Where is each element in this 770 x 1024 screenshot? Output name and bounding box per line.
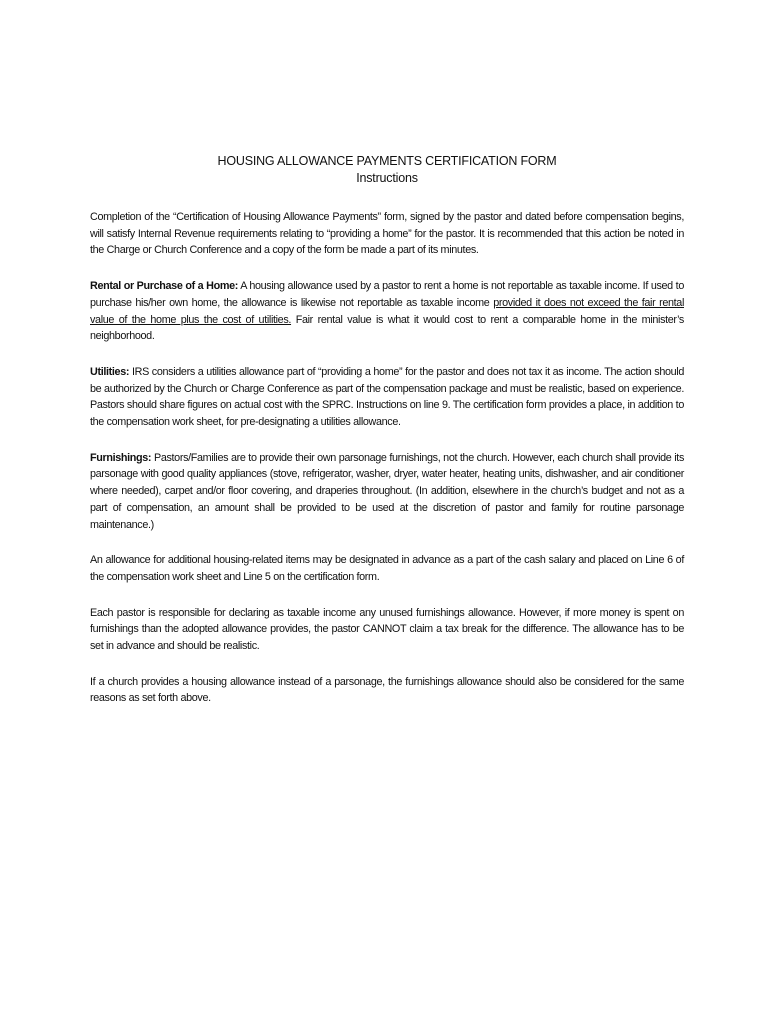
furnishings-heading: Furnishings: [90,451,152,464]
rental-text-2: Fair rental value is what it would cost to rent a comparable home in the minister’s neighborhood. [90,313,684,343]
utilities-paragraph [90,364,684,431]
title-block [90,153,684,187]
utilities-heading: Utilities: [90,365,130,378]
furnishings-text: Pastors/Families are to provide their own parsonage furnishings, not the church. However, each church shall provide its parsonage with good quality appliances (stove, refrigerator, washer, dryer, water heater, heating units, dishwasher, and air conditioner where needed), carpet and/or floor covering, and draperies throughout. (In addition, elsewhere in the church’s budget and not as a part of compensation, an amount shall be provided to be used at the discretion of pastor and family for routine parsonage maintenance.) [90,451,684,531]
additional-allowance-paragraph: An allowance for additional housing-related items may be designated in advance as a part of the cash salary and placed on Line 6 of the compensation work sheet and Line 5 on the certification form. [90,554,684,583]
rental-heading: Rental or Purchase of a Home: [90,280,238,293]
document-subtitle: Instructions [356,171,418,185]
document-title: HOUSING ALLOWANCE PAYMENTS CERTIFICATION FORM [217,154,557,168]
utilities-text: IRS considers a utilities allowance part of “providing a home” for the pastor and does not tax it as income. The action should be authorized by the Church or Charge Conference as part of the compensation package and must be realistic, based on experience. Pastors should share figures on actual cost with the SPRC. Instructions on line 9. The certification form provides a place, in addition to the compensation work sheet, for pre-designating a utilities allowance. [90,365,684,429]
document-body [90,153,684,726]
intro-paragraph: Completion of the “Certification of Housing Allowance Payments” form, signed by the pastor and dated before compensation begins, will satisfy Internal Revenue requirements relating to “providing a home” for the pastor. It is recommended that this action be noted in the Charge or Church Conference and a copy of the form be made a part of its minutes. [90,211,684,257]
rental-paragraph [90,278,684,345]
church-provides-paragraph: If a church provides a housing allowance instead of a parsonage, the furnishings allowance should also be considered for the same reasons as set forth above. [90,675,684,705]
responsibility-paragraph: Each pastor is responsible for declaring as taxable income any unused furnishings allowance. However, if more money is spent on furnishings than the adopted allowance provides, the pastor CANNOT claim a tax break for the difference. The allowance has to be set in advance and should be realistic. [90,606,684,653]
rental-text-1: A housing allowance used by a pastor to rent a home is not reportable as taxable income. If used to purchase his/her own home, the allowance is likewise not reportable as taxable income [90,280,684,309]
rental-underlined-text: provided it does not exceed the fair rental value of the home plus the cost of utilities. [90,296,684,326]
furnishings-paragraph [90,450,684,534]
